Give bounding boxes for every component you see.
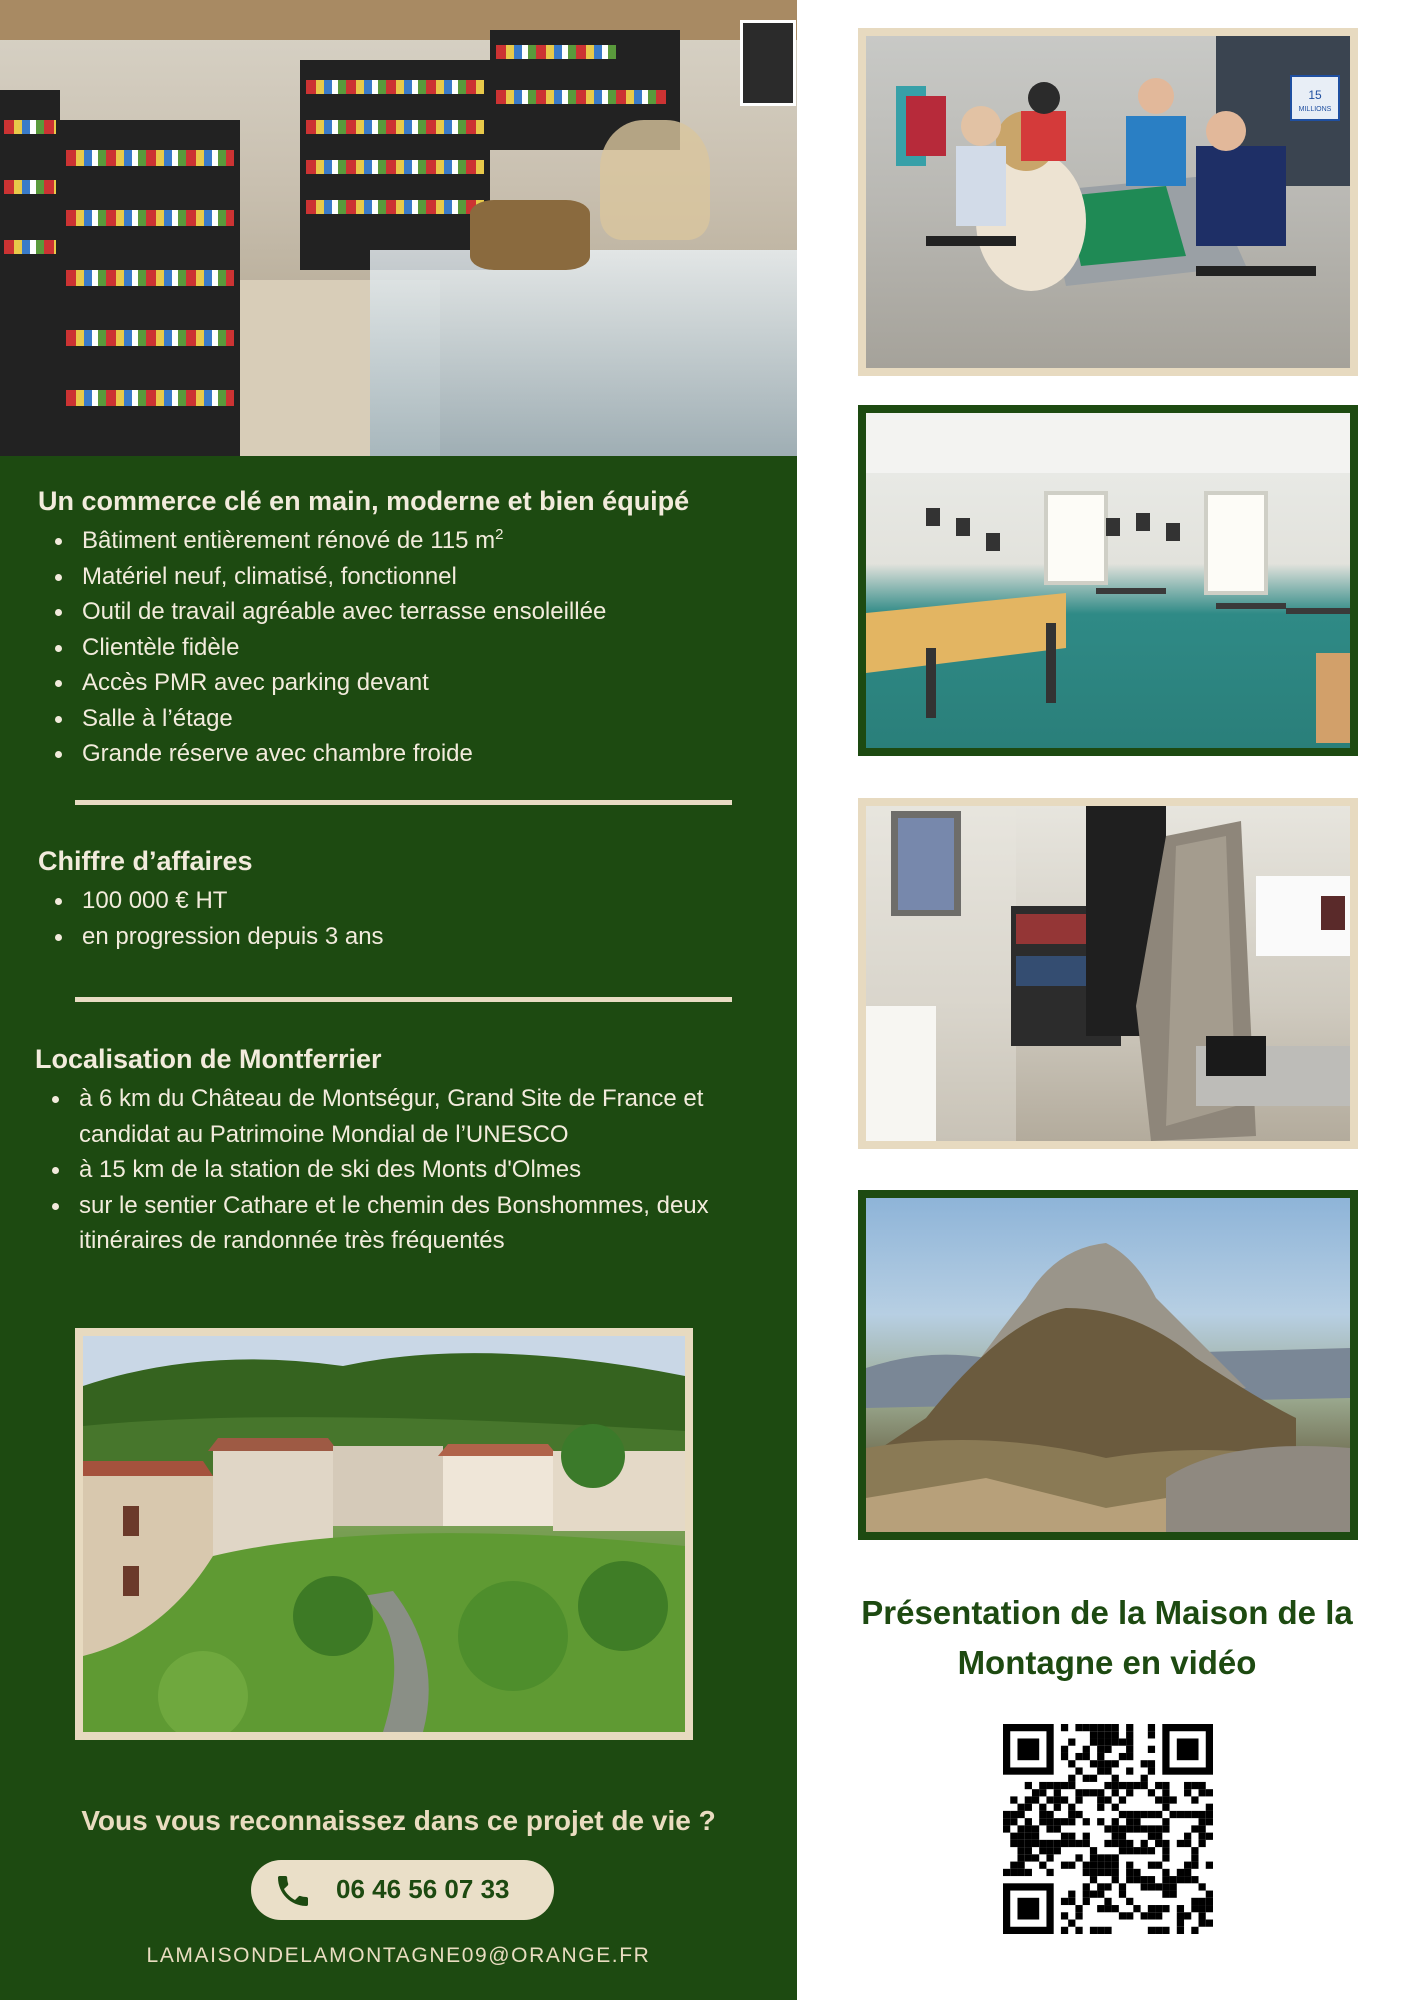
- equipment-list: [38, 523, 797, 772]
- qr-code[interactable]: [1003, 1724, 1213, 1934]
- montsegur-photo-frame: [858, 1190, 1358, 1540]
- list-item: 100 000 € HT: [38, 883, 797, 919]
- list-item: sur le sentier Cathare et le chemin des Bonshommes, deux itinéraires de randonnée très fréquentés: [35, 1188, 765, 1259]
- location-title: Localisation de Montferrier: [35, 1044, 382, 1074]
- list-item: Bâtiment entièrement rénové de 115 $m^2$: [38, 523, 797, 559]
- upstairs-room-photo-frame: [858, 405, 1358, 756]
- location-section: [0, 1044, 797, 1259]
- superscript: 2: [495, 526, 504, 543]
- list-item: Outil de travail agréable avec terrasse ensoleillée: [38, 594, 797, 630]
- list-item: Salle à l’étage: [38, 701, 797, 737]
- revenue-list: [38, 883, 797, 954]
- village-photo-frame: [75, 1328, 693, 1740]
- shop-interior-photo: [0, 0, 797, 456]
- interior-stairs-photo: [866, 806, 1350, 1141]
- call-to-action: Vous vous reconnaissez dans ce projet de vie ?: [81, 1805, 716, 1836]
- interior-stairs-photo-frame: [858, 798, 1358, 1149]
- lottery-number: 15: [1308, 88, 1322, 102]
- divider: [75, 997, 732, 1002]
- list-item: à 15 km de la station de ski des Monts d'Olmes: [35, 1152, 765, 1188]
- location-list: [35, 1081, 765, 1259]
- equipment-section: [0, 486, 797, 772]
- upstairs-room-photo: [866, 413, 1350, 748]
- email-link[interactable]: LAMAISONDELAMONTAGNE09@ORANGE.FR: [146, 1944, 651, 1967]
- revenue-section: [0, 846, 797, 954]
- montsegur-photo: [866, 1198, 1350, 1532]
- terrace-photo-frame: [858, 28, 1358, 376]
- phone-button[interactable]: [251, 1860, 554, 1920]
- list-item: Clientèle fidèle: [38, 630, 797, 666]
- equipment-title: Un commerce clé en main, moderne et bien équipé: [38, 486, 690, 516]
- list-item: en progression depuis 3 ans: [38, 919, 797, 955]
- lottery-unit: MILLIONS: [1298, 106, 1332, 113]
- list-item: Accès PMR avec parking devant: [38, 665, 797, 701]
- list-item: à 6 km du Château de Montségur, Grand Site de France et candidat au Patrimoine Mondial de l’UNESCO: [35, 1081, 765, 1152]
- terrace-photo: [866, 36, 1350, 368]
- phone-icon: [273, 1871, 313, 1911]
- revenue-title: Chiffre d’affaires: [38, 846, 253, 876]
- phone-number: 06 46 56 07 33: [336, 1874, 510, 1904]
- village-photo: [83, 1336, 685, 1732]
- video-title: Présentation de la Maison de la Montagne en vidéo: [861, 1594, 1353, 1681]
- list-item: Grande réserve avec chambre froide: [38, 736, 797, 772]
- divider: [75, 800, 732, 805]
- list-item: Matériel neuf, climatisé, fonctionnel: [38, 559, 797, 595]
